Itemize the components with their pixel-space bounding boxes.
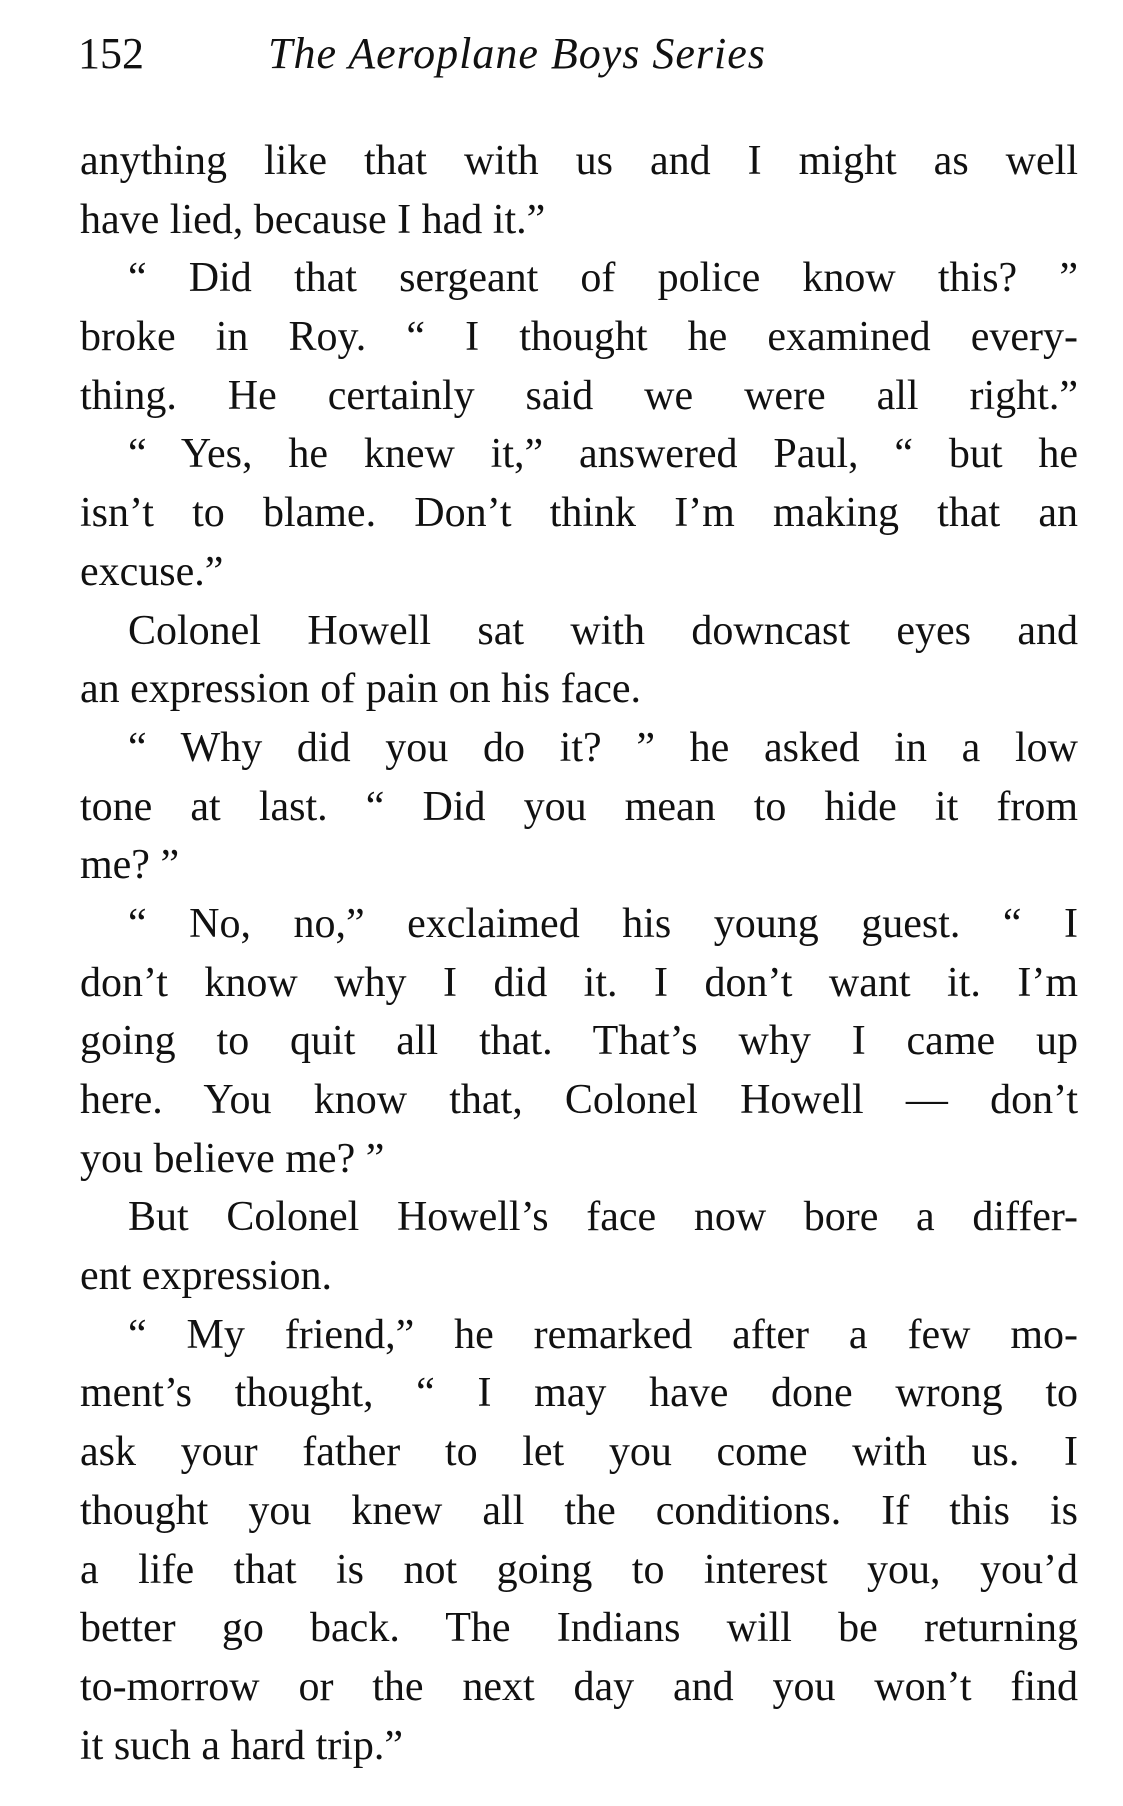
text-line: a life that is not going to interest you, you’d <box>80 1546 1078 1593</box>
text-line: “ Why did you do it? ” he asked in a low <box>128 724 1078 771</box>
text-line: have lied, because I had it.” <box>80 196 546 243</box>
text-line: anything like that with us and I might as well <box>80 138 1078 184</box>
page-number: 152 <box>78 29 144 78</box>
running-title: The Aeroplane Boys Series <box>268 29 766 78</box>
text-line: to-morrow or the next day and you won’t find <box>80 1663 1078 1710</box>
text-line: tone at last. “ Did you mean to hide it from <box>80 783 1078 830</box>
text-line: isn’t to blame. Don’t think I’m making that an <box>80 490 1078 537</box>
text-line: ment’s thought, “ I may have done wrong to <box>80 1370 1078 1417</box>
text-line: “ Yes, he knew it,” answered Paul, “ but he <box>128 431 1078 478</box>
page-header <box>78 22 1093 86</box>
text-line: me? ” <box>80 842 180 889</box>
text-line: “ My friend,” he remarked after a few mo- <box>128 1311 1078 1358</box>
text-line: better go back. The Indians will be returning <box>80 1605 1078 1652</box>
text-line: “ Did that sergeant of police know this? ” <box>128 255 1078 302</box>
text-line: don’t know why I did it. I don’t want it. I’m <box>80 959 1078 1006</box>
text-line: excuse.” <box>80 548 224 595</box>
text-line: an expression of pain on his face. <box>80 666 641 713</box>
text-line: “ No, no,” exclaimed his young guest. “ I <box>128 900 1078 947</box>
text-line: broke in Roy. “ I thought he examined every- <box>80 314 1078 361</box>
text-line: here. You know that, Colonel Howell — don’t <box>80 1077 1078 1123</box>
text-line: it such a hard trip.” <box>80 1722 404 1769</box>
text-line: going to quit all that. That’s why I came up <box>80 1018 1078 1065</box>
text-line: ent expression. <box>80 1253 332 1300</box>
text-line: you believe me? ” <box>80 1135 385 1182</box>
text-line: ask your father to let you come with us. I <box>80 1429 1078 1476</box>
body-text <box>80 132 1078 1775</box>
text-line: Colonel Howell sat with downcast eyes and <box>128 607 1078 654</box>
text-line: thought you knew all the conditions. If this is <box>80 1487 1078 1534</box>
text-line: But Colonel Howell’s face now bore a differ- <box>128 1194 1078 1241</box>
text-line: thing. He certainly said we were all right.” <box>80 372 1078 419</box>
